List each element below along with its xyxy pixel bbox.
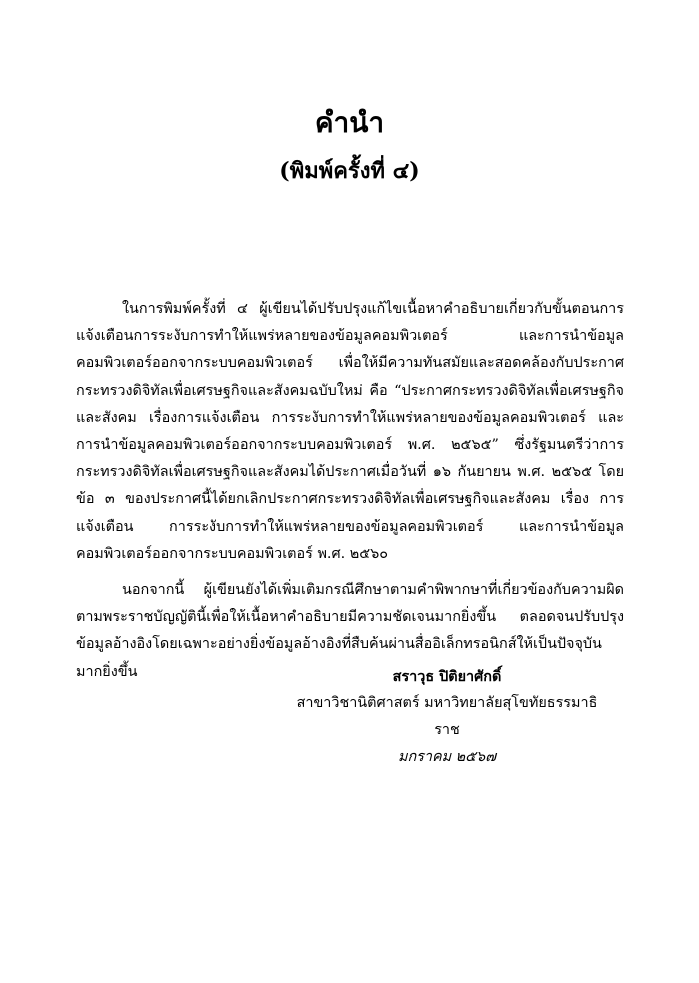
paragraph-1: ในการพิมพ์ครั้งที่ ๔ ผู้เขียนได้ปรับปรุงแก้ไขเนื้อหาคำอธิบายเกี่ยวกับขั้นตอนการแจ้งเตือนการระงับการทำให้แพร่หลายของข้อมูลคอมพิวเตอร์ และการนำข้อมูลคอมพิวเตอร์ออกจากระบบคอมพิวเตอร์ เพื่อให้มีความทันสมัยและสอดคล้องกับประกาศกระทรวงดิจิทัลเพื่อเศรษฐกิจและสังคมฉบับใหม่ คือ “ประกาศกระทรวงดิจิทัลเพื่อเศรษฐกิจและสังคม เรื่องการแจ้งเตือน การระงับการทำให้แพร่หลายของข้อมูลคอมพิวเตอร์ และการนำข้อมูลคอมพิวเตอร์ออกจากระบบคอมพิวเตอร์ พ.ศ. ๒๕๖๕” ซึ่งรัฐมนตรีว่าการกระทรวงดิจิทัลเพื่อเศรษฐกิจและสังคมได้ประกาศเมื่อวันที่ ๑๖ กันยายน พ.ศ. ๒๕๖๕ โดยข้อ ๓ ของประกาศนี้ได้ยกเลิกประกาศกระทรวงดิจิทัลเพื่อเศรษฐกิจและสังคม เรื่อง การแจ้งเตือน การระงับการทำให้แพร่หลายของข้อมูลคอมพิวเตอร์ และการนำข้อมูลคอมพิวเตอร์ออกจากระบบคอมพิวเตอร์ พ.ศ. ๒๕๖๐ [76,301,624,562]
page-title: คำนำ [314,106,385,139]
signature-date: มกราคม ๒๕๖๗ [397,749,497,765]
author-affiliation: สาขาวิชานิติศาสตร์ มหาวิทยาลัยสุโขทัยธรรมาธิราช [296,695,598,738]
body-text [76,296,624,695]
paragraph-2: นอกจากนี้ ผู้เขียนยังได้เพิ่มเติมกรณีศึกษาตามคำพิพากษาที่เกี่ยวข้องกับความผิดตามพระราชบัญญัตินี้เพื่อให้เนื้อหาคำอธิบายมีความชัดเจนมากยิ่งขึ้น ตลอดจนปรับปรุงข้อมูลอ้างอิงโดยเฉพาะอย่างยิ่งข้อมูลอ้างอิงที่สืบค้นผ่านสื่ออิเล็กทรอนิกส์ให้เป็นปัจจุบันมากยิ่งขึ้น [76,582,624,680]
edition-subtitle: (พิมพ์ครั้งที่ ๔) [279,158,420,184]
signature-block [290,663,604,771]
author-name: สราวุธ ปิติยาศักดิ์ [392,668,502,685]
